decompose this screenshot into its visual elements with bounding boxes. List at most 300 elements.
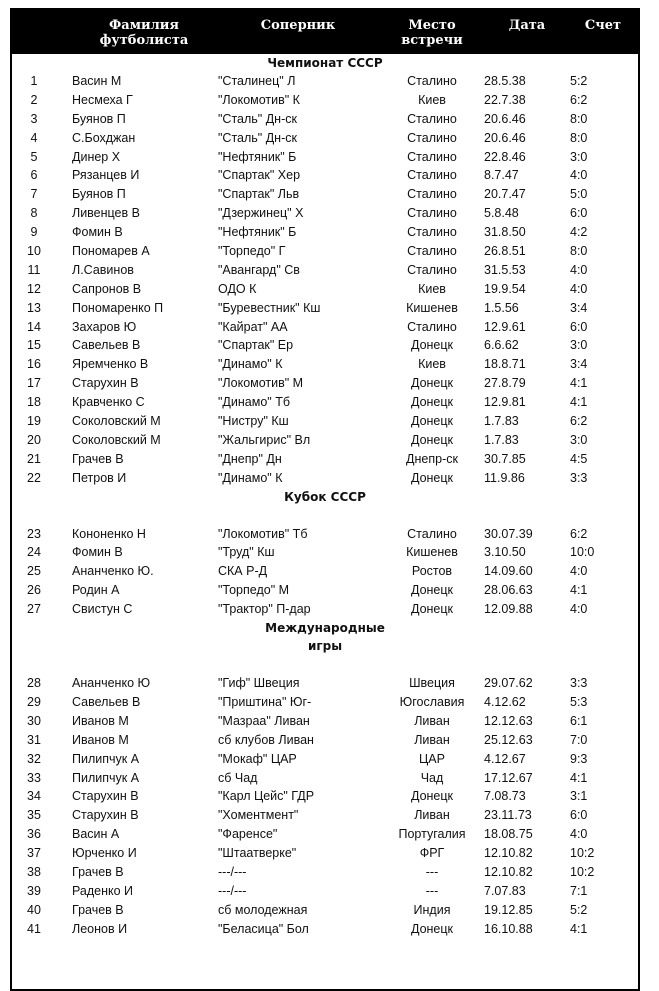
row-number: 3: [30, 111, 38, 126]
match-score: 5:3: [570, 694, 588, 709]
match-date: 12.9.81: [484, 395, 526, 410]
header-opponent: Соперник: [260, 18, 336, 33]
player-name: Ананченко Ю.: [72, 564, 154, 579]
row-number: 27: [27, 602, 41, 617]
opponent: "Штаатверке": [218, 846, 297, 861]
row-number: 1: [30, 74, 38, 88]
match-place: Донецк: [410, 414, 454, 429]
match-place: Киев: [418, 357, 446, 372]
player-name: Пономарев А: [72, 244, 150, 259]
match-place: Кишенев: [406, 545, 458, 560]
section-spacer: [12, 506, 638, 525]
row-number: 35: [27, 808, 41, 823]
match-place: Ростов: [411, 564, 453, 579]
match-date: 12.10.82: [484, 846, 533, 861]
match-score: 6:0: [570, 808, 588, 823]
player-name: Кравченко С: [72, 395, 145, 410]
player-name: Старухин В: [72, 808, 139, 823]
opponent: "Динамо" Тб: [218, 395, 290, 410]
row-number: 33: [27, 770, 41, 785]
opponent: "Днепр" Дн: [218, 451, 282, 466]
match-score: 6:2: [570, 414, 588, 429]
player-name: Ливенцев В: [72, 206, 140, 221]
opponent: сб Чад: [218, 770, 258, 785]
row-number: 9: [30, 225, 38, 240]
match-date: 6.6.62: [484, 338, 519, 353]
player-name: Иванов М: [72, 732, 129, 747]
header-player-line2: футболиста: [99, 33, 189, 48]
records-table: [10, 8, 640, 991]
match-date: 22.7.38: [484, 92, 526, 107]
row-number: 24: [27, 545, 41, 560]
table-row: [12, 543, 638, 562]
match-date: 26.8.51: [484, 244, 526, 259]
player-name: Рязанцев И: [72, 168, 140, 183]
player-name: Л.Савинов: [72, 262, 134, 277]
match-date: 28.06.63: [484, 583, 533, 598]
match-date: 23.11.73: [484, 808, 532, 823]
table-row: [12, 450, 638, 469]
match-score: 6:0: [570, 319, 588, 334]
table-row: [12, 674, 638, 693]
player-name: Грачев В: [72, 451, 124, 466]
match-date: 12.09.88: [484, 602, 533, 617]
opponent: сб молодежная: [218, 902, 308, 917]
row-number: 15: [27, 338, 41, 353]
opponent: "Труд" Кш: [218, 545, 275, 560]
opponent: ОДО К: [218, 281, 257, 296]
table-row: [12, 525, 638, 544]
opponent: СКА Р-Д: [218, 564, 268, 579]
match-place: Сталино: [407, 149, 457, 164]
row-number: 20: [27, 432, 41, 447]
player-name: Васин М: [72, 74, 122, 88]
opponent: "Локомотив" М: [218, 376, 304, 391]
row-number: 38: [27, 864, 41, 879]
opponent: "Сталь" Дн-ск: [218, 111, 297, 126]
table-row: [12, 469, 638, 488]
opponent: "Сталь" Дн-ск: [218, 130, 297, 145]
opponent: "Гиф" Швеция: [218, 676, 300, 691]
match-place: Донецк: [410, 602, 454, 617]
match-date: 12.9.61: [484, 319, 526, 334]
table-row: [12, 110, 638, 129]
row-number: 26: [27, 583, 41, 598]
match-date: 30.7.85: [484, 451, 526, 466]
opponent: "Динамо" К: [218, 470, 283, 485]
match-date: 17.12.67: [484, 770, 533, 785]
table-row: [12, 393, 638, 412]
table-row: [12, 693, 638, 712]
match-score: 4:0: [570, 564, 588, 579]
match-date: 1.5.56: [484, 300, 519, 315]
row-number: 16: [27, 357, 41, 372]
match-place: Сталино: [407, 168, 457, 183]
row-number: 32: [27, 751, 41, 766]
opponent: "Дзержинец" Х: [218, 206, 304, 221]
row-number: 34: [27, 789, 41, 804]
match-date: 18.8.71: [484, 357, 526, 372]
match-place: Сталино: [407, 319, 457, 334]
match-score: 4:1: [570, 770, 588, 785]
table-row: [12, 562, 638, 581]
match-place: ЦАР: [419, 751, 445, 766]
match-place: Чад: [420, 770, 444, 785]
opponent: "Приштина" Юг-: [218, 694, 312, 709]
row-number: 31: [27, 732, 41, 747]
player-name: Яремченко В: [72, 357, 149, 372]
table-row: [12, 318, 638, 337]
match-date: 7.08.73: [484, 789, 526, 804]
table-row: [12, 374, 638, 393]
header-score: Счет: [584, 18, 622, 33]
table-row: [12, 844, 638, 863]
opponent: сб клубов Ливан: [218, 732, 314, 747]
table-row: [12, 712, 638, 731]
match-date: 14.09.60: [484, 564, 533, 579]
player-name: Буянов П: [72, 111, 126, 126]
match-place: Ливан: [414, 713, 450, 728]
table-row: [12, 204, 638, 223]
table-row: [12, 261, 638, 280]
row-number: 4: [30, 130, 38, 145]
match-score: 10:2: [570, 846, 595, 861]
match-score: 4:2: [570, 225, 588, 240]
opponent: "Нистру" Кш: [218, 414, 289, 429]
match-date: 20.6.46: [484, 111, 526, 126]
table-row: [12, 920, 638, 939]
header-date: Дата: [508, 18, 546, 33]
table-row: [12, 185, 638, 204]
table-row: [12, 336, 638, 355]
table-row: [12, 148, 638, 167]
player-name: Петров И: [72, 470, 127, 485]
table-row: [12, 280, 638, 299]
table-row: [12, 806, 638, 825]
row-number: 12: [27, 281, 41, 296]
match-date: 19.9.54: [484, 281, 526, 296]
match-place: ---: [425, 864, 439, 879]
opponent: "Нефтяник" Б: [218, 149, 297, 164]
table-row: [12, 431, 638, 450]
table-header: [10, 8, 640, 54]
match-place: Сталино: [407, 74, 457, 88]
match-place: Донецк: [410, 432, 454, 447]
row-number: 29: [27, 694, 41, 709]
match-date: 29.07.62: [484, 676, 533, 691]
match-score: 3:3: [570, 676, 588, 691]
row-number: 19: [27, 414, 41, 429]
match-score: 5:2: [570, 74, 588, 88]
match-date: 20.7.47: [484, 187, 526, 202]
player-name: Пилипчук А: [72, 770, 140, 785]
player-name: Захаров Ю: [72, 319, 137, 334]
match-place: Сталино: [407, 262, 457, 277]
match-date: 1.7.83: [484, 432, 519, 447]
match-place: Киев: [418, 281, 446, 296]
player-name: Старухин В: [72, 789, 139, 804]
player-name: Родин А: [72, 583, 120, 598]
match-date: 30.07.39: [484, 526, 533, 541]
opponent: "Нефтяник" Б: [218, 225, 297, 240]
row-number: 13: [27, 300, 41, 315]
opponent: "Сталинец" Л: [218, 74, 296, 88]
header-place-line2: встречи: [401, 33, 463, 48]
player-name: Савельев В: [72, 338, 141, 353]
opponent: "Мазраа" Ливан: [218, 713, 310, 728]
row-number: 18: [27, 395, 41, 410]
row-number: 30: [27, 713, 41, 728]
match-score: 8:0: [570, 130, 588, 145]
opponent: "Карл Цейс" ГДР: [218, 789, 315, 804]
match-place: Ливан: [414, 732, 450, 747]
table-row: [12, 166, 638, 185]
match-date: 4.12.62: [484, 694, 526, 709]
opponent: ---/---: [218, 864, 247, 879]
match-score: 7:1: [570, 883, 588, 898]
match-score: 4:1: [570, 583, 588, 598]
player-name: Буянов П: [72, 187, 126, 202]
header-player: [84, 18, 204, 48]
row-number: 28: [27, 676, 41, 691]
match-place: Донецк: [410, 395, 454, 410]
table-body: [10, 54, 640, 991]
match-score: 6:2: [570, 526, 588, 541]
match-score: 10:0: [570, 545, 595, 560]
player-name: Савельев В: [72, 694, 141, 709]
row-number: 40: [27, 902, 41, 917]
row-number: 37: [27, 846, 41, 861]
match-score: 9:3: [570, 751, 588, 766]
match-place: ФРГ: [419, 846, 445, 861]
match-place: Донецк: [410, 921, 454, 936]
opponent: "Фаренсе": [218, 827, 278, 842]
match-date: 19.12.85: [484, 902, 533, 917]
match-place: Донецк: [410, 789, 454, 804]
row-number: 6: [30, 168, 38, 183]
match-place: Сталино: [407, 130, 457, 145]
opponent: ---/---: [218, 883, 247, 898]
table-row: [12, 223, 638, 242]
player-name: Несмеха Г: [72, 92, 133, 107]
section-title: Чемпионат СССР: [267, 56, 383, 70]
match-place: Донецк: [410, 470, 454, 485]
match-score: 4:0: [570, 168, 588, 183]
row-number: 2: [30, 92, 38, 107]
opponent: "Буревестник" Кш: [218, 300, 321, 315]
match-score: 4:0: [570, 827, 588, 842]
match-date: 27.8.79: [484, 376, 526, 391]
opponent: "Кайрат" АА: [218, 319, 288, 334]
table-row: [12, 299, 638, 318]
match-date: 5.8.48: [484, 206, 519, 221]
match-place: Сталино: [407, 526, 457, 541]
section-title: Международные: [265, 621, 385, 636]
table-row: [12, 863, 638, 882]
table-row: [12, 731, 638, 750]
row-number: 7: [30, 187, 38, 202]
player-name: Иванов М: [72, 713, 129, 728]
match-score: 4:1: [570, 395, 588, 410]
match-score: 3:4: [570, 300, 588, 315]
player-name: Фомин В: [72, 225, 123, 240]
match-score: 5:0: [570, 187, 588, 202]
match-score: 3:1: [570, 789, 588, 804]
row-number: 10: [27, 244, 41, 259]
match-place: Кишенев: [406, 300, 458, 315]
player-name: Ананченко Ю: [72, 676, 151, 691]
match-score: 3:4: [570, 357, 588, 372]
match-date: 31.8.50: [484, 225, 526, 240]
match-score: 4:0: [570, 602, 588, 617]
player-name: Грачев В: [72, 902, 124, 917]
player-name: Пономаренко П: [72, 300, 164, 315]
header-place-line1: Место: [408, 18, 456, 33]
match-place: Донецк: [410, 583, 454, 598]
section-title-line2: игры: [307, 639, 343, 654]
match-place: ---: [425, 883, 439, 898]
section-spacer: [12, 655, 638, 674]
player-name: Старухин В: [72, 376, 139, 391]
opponent: "Авангард" Св: [218, 262, 300, 277]
table-row: [12, 412, 638, 431]
match-score: 10:2: [570, 864, 595, 879]
match-date: 22.8.46: [484, 149, 526, 164]
match-date: 8.7.47: [484, 168, 519, 183]
row-number: 36: [27, 827, 41, 842]
match-place: Донецк: [410, 376, 454, 391]
player-name: Кононенко Н: [72, 526, 146, 541]
match-score: 3:3: [570, 470, 588, 485]
match-date: 12.12.63: [484, 713, 533, 728]
match-date: 28.5.38: [484, 74, 526, 88]
player-name: Грачев В: [72, 864, 124, 879]
match-score: 6:2: [570, 92, 588, 107]
header-player-line1: Фамилия: [108, 18, 180, 33]
match-score: 5:2: [570, 902, 588, 917]
table-row: [12, 901, 638, 920]
table-row: [12, 91, 638, 110]
match-score: 7:0: [570, 732, 588, 747]
match-place: Сталино: [407, 225, 457, 240]
row-number: 17: [27, 376, 41, 391]
player-name: Динер Х: [72, 149, 121, 164]
match-date: 25.12.63: [484, 732, 533, 747]
table-row: [12, 129, 638, 148]
table-row: [12, 825, 638, 844]
match-place: Индия: [413, 902, 451, 917]
row-number: 39: [27, 883, 41, 898]
table-row: [12, 581, 638, 600]
player-name: Пилипчук А: [72, 751, 140, 766]
player-name: Свистун С: [72, 602, 133, 617]
opponent: "Мокаф" ЦАР: [218, 751, 297, 766]
player-name: Соколовский М: [72, 414, 161, 429]
match-date: 4.12.67: [484, 751, 526, 766]
match-date: 3.10.50: [484, 545, 526, 560]
match-score: 3:0: [570, 338, 588, 353]
opponent: "Локомотив" К: [218, 92, 300, 107]
match-place: Югославия: [399, 694, 465, 709]
opponent: "Локомотив" Тб: [218, 526, 308, 541]
match-date: 11.9.86: [484, 470, 525, 485]
table-row: [12, 750, 638, 769]
match-score: 4:0: [570, 281, 588, 296]
section-title: Кубок СССР: [284, 489, 366, 504]
table-row: [12, 600, 638, 619]
match-date: 20.6.46: [484, 130, 526, 145]
player-name: Раденко И: [72, 883, 134, 898]
opponent: "Динамо" К: [218, 357, 283, 372]
table-row: [12, 242, 638, 261]
match-score: 6:1: [570, 713, 588, 728]
match-score: 6:0: [570, 206, 588, 221]
row-number: 22: [27, 470, 41, 485]
opponent: "Хоментмент": [218, 808, 299, 823]
player-name: Юрченко И: [72, 846, 137, 861]
match-place: Ливан: [414, 808, 450, 823]
opponent: "Беласица" Бол: [218, 921, 309, 936]
player-name: Сапронов В: [72, 281, 142, 296]
opponent: "Жальгирис" Вл: [218, 432, 311, 447]
row-number: 11: [27, 262, 41, 277]
row-number: 5: [30, 149, 38, 164]
table-row: [12, 787, 638, 806]
match-place: Сталино: [407, 206, 457, 221]
match-date: 16.10.88: [484, 921, 533, 936]
opponent: "Трактор" П-дар: [218, 602, 311, 617]
match-date: 31.5.53: [484, 262, 526, 277]
match-date: 18.08.75: [484, 827, 533, 842]
match-score: 4:1: [570, 921, 588, 936]
match-score: 4:5: [570, 451, 588, 466]
player-name: Фомин В: [72, 545, 123, 560]
match-place: Донецк: [410, 338, 454, 353]
match-place: Португалия: [398, 827, 466, 842]
row-number: 21: [27, 451, 41, 466]
match-place: Сталино: [407, 244, 457, 259]
match-date: 7.07.83: [484, 883, 526, 898]
player-name: Леонов И: [72, 921, 128, 936]
table-row: [12, 355, 638, 374]
match-score: 4:0: [570, 262, 588, 277]
opponent: "Спартак" Ер: [218, 338, 294, 353]
table-row: [12, 882, 638, 901]
match-score: 3:0: [570, 149, 588, 164]
opponent: "Спартак" Льв: [218, 187, 300, 202]
opponent: "Торпедо" Г: [218, 244, 286, 259]
row-number: 8: [30, 206, 38, 221]
match-score: 8:0: [570, 111, 588, 126]
match-place: Сталино: [407, 111, 457, 126]
row-number: 25: [27, 564, 41, 579]
match-date: 12.10.82: [484, 864, 533, 879]
player-name: С.Бохджан: [72, 130, 136, 145]
table-row: [12, 72, 638, 91]
row-number: 14: [27, 319, 41, 334]
row-number: 23: [27, 526, 41, 541]
match-score: 3:0: [570, 432, 588, 447]
match-place: Киев: [418, 92, 446, 107]
match-date: 1.7.83: [484, 414, 519, 429]
row-number: 41: [27, 921, 41, 936]
match-score: 4:1: [570, 376, 588, 391]
opponent: "Спартак" Хер: [218, 168, 301, 183]
match-place: Сталино: [407, 187, 457, 202]
table-row: [12, 769, 638, 788]
player-name: Васин А: [72, 827, 120, 842]
match-score: 8:0: [570, 244, 588, 259]
